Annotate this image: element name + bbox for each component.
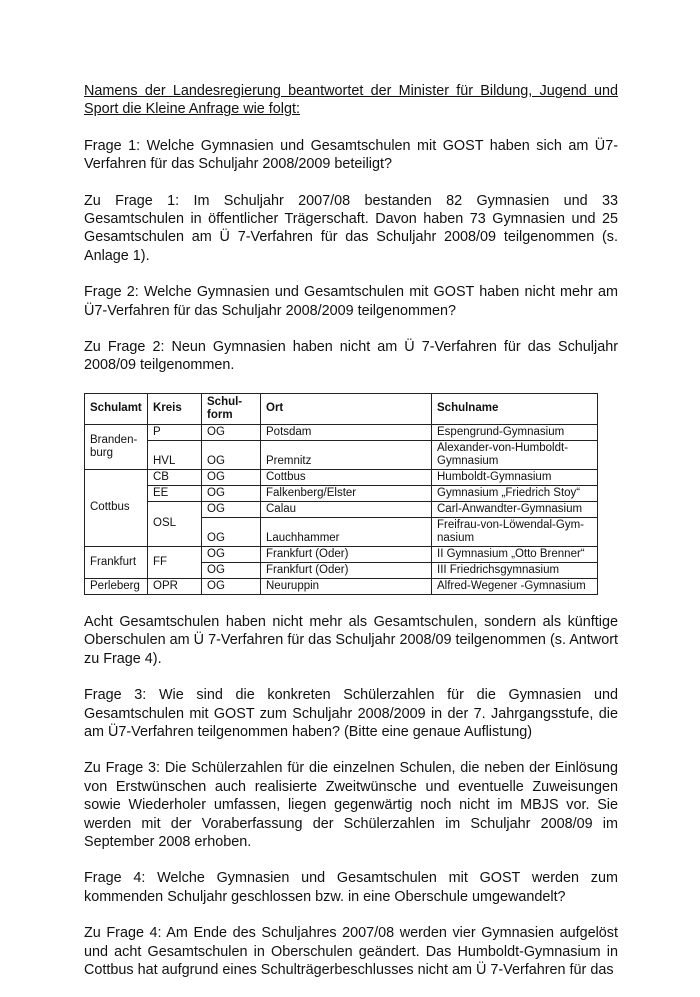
cell-form: OG [202,517,261,546]
cell-kreis: CB [148,469,202,485]
cell-form: OG [202,485,261,501]
paragraph-after-table: Acht Gesamtschulen haben nicht mehr als Gesamtschulen, sondern als künftige Oberschulen am Ü 7-Verfahren für das Schuljahr 2008/09 teilgenommen (s. Antwort zu Frage 4). [84,613,618,667]
table-row [85,424,598,440]
cell-name: Espengrund-Gymnasium [432,424,598,440]
cell-kreis: OSL [148,501,202,546]
cell-form: OG [202,424,261,440]
cell-form: OG [202,440,261,469]
cell-ort: Neuruppin [261,578,432,594]
cell-ort: Potsdam [261,424,432,440]
header-schulamt: Schulamt [85,393,148,424]
cell-ort: Frankfurt (Oder) [261,562,432,578]
answer-4: Zu Frage 4: Am Ende des Schuljahres 2007/08 werden vier Gymnasien aufgelöst und acht Gesamtschulen in Oberschulen geändert. Das Humboldt-Gymnasium in Cottbus hat aufgrund eines Schulträgerbeschlusses nicht am Ü 7-Verfahren für das [84,925,618,978]
answer-3: Zu Frage 3: Die Schülerzahlen für die einzelnen Schulen, die neben der Einlösung von Erstwünschen auch realisierte Zweitwünsche und eventuelle Zuweisungen sowie Wiederholer umfassen, liegen gegenwärtig noch nicht im MBJS vor. Sie werden mit der Voraberfassung der Schülerzahlen im Schuljahr 2008/09 im September 2008 erhoben. [84,760,618,850]
cell-schulamt: Perleberg [85,578,148,594]
header-kreis: Kreis [148,393,202,424]
cell-schulamt: Cottbus [85,469,148,546]
cell-ort: Falkenberg/Elster [261,485,432,501]
cell-name: III Friedrichsgymnasium [432,562,598,578]
cell-name: Freifrau-von-Löwendal-Gym-nasium [432,517,598,546]
question-1: Frage 1: Welche Gymnasien und Gesamtschulen mit GOST haben sich am Ü7-Verfahren für das Schuljahr 2008/2009 beteiligt? [84,137,618,173]
header-schulname: Schulname [432,393,598,424]
cell-kreis: EE [148,485,202,501]
cell-schulamt: Frankfurt [85,546,148,578]
table-header-row [85,393,598,424]
document-page [84,82,618,997]
cell-form: OG [202,469,261,485]
cell-name: II Gymnasium „Otto Brenner“ [432,546,598,562]
question-2: Frage 2: Welche Gymnasien und Gesamtschulen mit GOST haben nicht mehr am Ü7-Verfahren für das Schuljahr 2008/2009 teilgenommen? [84,284,618,319]
cell-kreis: OPR [148,578,202,594]
question-3: Frage 3: Wie sind die konkreten Schülerzahlen für die Gymnasien und Gesamtschulen mit GOST zum Schuljahr 2008/2009 in der 7. Jahrgangsstufe, die am Ü7-Verfahren teilgenommen haben? (Bitte eine genaue Auflistung) [84,687,618,740]
table-row [85,469,598,485]
header-schulform: Schul-form [202,393,261,424]
table-row [85,546,598,562]
cell-ort: Calau [261,501,432,517]
cell-ort: Premnitz [261,440,432,469]
cell-kreis: FF [148,546,202,578]
table-row [85,501,598,517]
cell-form: OG [202,501,261,517]
cell-name: Alfred-Wegener -Gymnasium [432,578,598,594]
cell-ort: Frankfurt (Oder) [261,546,432,562]
cell-form: OG [202,562,261,578]
answer-1: Zu Frage 1: Im Schuljahr 2007/08 bestanden 82 Gymnasien und 33 Gesamtschulen in öffentlicher Trägerschaft. Davon haben 73 Gymnasien und 25 Gesamtschulen am Ü 7-Verfahren für das Schuljahr 2008/09 teilgenommen (s. Anlage 1). [84,192,618,264]
cell-name: Alexander-von-Humboldt-Gymnasium [432,440,598,469]
cell-form: OG [202,546,261,562]
answer-2: Zu Frage 2: Neun Gymnasien haben nicht am Ü 7-Verfahren für das Schuljahr 2008/09 teilgenommen. [84,339,618,374]
cell-ort: Cottbus [261,469,432,485]
header-ort: Ort [261,393,432,424]
cell-name: Carl-Anwandter-Gymnasium [432,501,598,517]
table-row [85,578,598,594]
intro-paragraph: Namens der Landesregierung beantwortet der Minister für Bildung, Jugend und Sport die Kleine Anfrage wie folgt: [84,83,618,118]
cell-ort: Lauchhammer [261,517,432,546]
cell-kreis: P [148,424,202,440]
cell-schulamt: Branden-burg [85,424,148,469]
question-4: Frage 4: Welche Gymnasien und Gesamtschulen mit GOST werden zum kommenden Schuljahr geschlossen bzw. in eine Oberschule umgewandelt? [84,870,618,905]
cell-form: OG [202,578,261,594]
cell-name: Humboldt-Gymnasium [432,469,598,485]
table-row [85,440,598,469]
cell-kreis: HVL [148,440,202,469]
schools-table [84,393,598,595]
table-row [85,485,598,501]
cell-name: Gymnasium „Friedrich Stoy“ [432,485,598,501]
